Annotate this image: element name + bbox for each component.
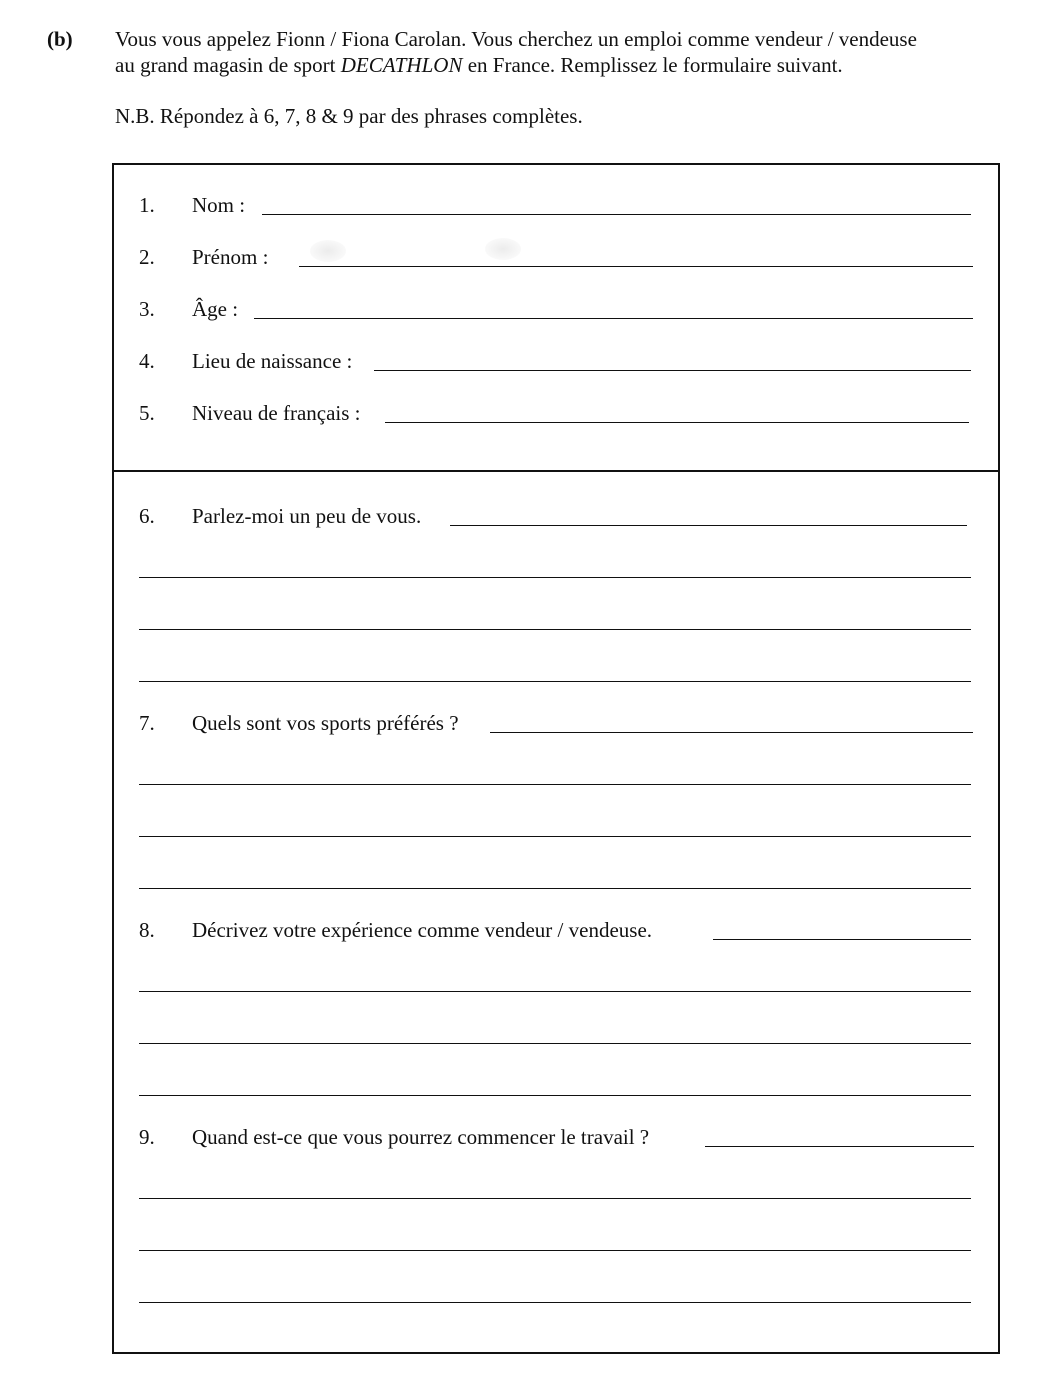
field-label-prenom: Prénom :	[192, 245, 269, 269]
answer-line-9-1[interactable]	[705, 1146, 974, 1147]
question-number-6: 6.	[139, 504, 155, 528]
question-number-8: 8.	[139, 918, 155, 942]
answer-line-6-3[interactable]	[139, 629, 971, 630]
field-label-age: Âge :	[192, 297, 239, 321]
answer-line-7-1[interactable]	[490, 732, 973, 733]
question-number-9: 9.	[139, 1125, 155, 1149]
answer-line-8-1[interactable]	[713, 939, 971, 940]
part-label: (b)	[47, 27, 73, 51]
form-section-divider	[112, 470, 1000, 472]
intro-line-2-post: en France. Remplissez le formulaire suivant.	[462, 53, 843, 77]
question-label-9: Quand est-ce que vous pourrez commencer le travail ?	[192, 1125, 650, 1149]
field-line-age[interactable]	[254, 318, 973, 319]
field-line-nom[interactable]	[262, 214, 971, 215]
answer-line-7-4[interactable]	[139, 888, 971, 889]
answer-line-6-4[interactable]	[139, 681, 971, 682]
intro-line-2	[115, 53, 843, 78]
field-number-prenom: 2.	[139, 245, 155, 269]
question-label-6: Parlez-moi un peu de vous.	[192, 504, 422, 528]
question-number-7: 7.	[139, 711, 155, 735]
brand-name: DECATHLON	[340, 53, 463, 77]
field-label-nom: Nom :	[192, 193, 246, 217]
answer-line-9-4[interactable]	[139, 1302, 971, 1303]
answer-line-8-4[interactable]	[139, 1095, 971, 1096]
field-number-niveau: 5.	[139, 401, 155, 425]
question-label-8: Décrivez votre expérience comme vendeur / vendeuse.	[192, 918, 653, 942]
answer-line-7-2[interactable]	[139, 784, 971, 785]
intro-line-1: Vous vous appelez Fionn / Fiona Carolan. Vous cherchez un emploi comme vendeur / vendeuse	[115, 27, 917, 51]
field-number-nom: 1.	[139, 193, 155, 217]
application-form	[112, 163, 1000, 1354]
answer-line-6-1[interactable]	[450, 525, 967, 526]
answer-line-8-3[interactable]	[139, 1043, 971, 1044]
intro-line-2-pre: au grand magasin de sport	[115, 53, 341, 77]
scan-mark	[310, 240, 346, 262]
field-number-lieu: 4.	[139, 349, 155, 373]
field-label-lieu: Lieu de naissance :	[192, 349, 353, 373]
answer-line-9-2[interactable]	[139, 1198, 971, 1199]
field-number-age: 3.	[139, 297, 155, 321]
answer-line-6-2[interactable]	[139, 577, 971, 578]
field-line-lieu[interactable]	[374, 370, 971, 371]
scan-mark	[485, 238, 521, 260]
answer-note: N.B. Répondez à 6, 7, 8 & 9 par des phrases complètes.	[115, 104, 583, 128]
answer-line-9-3[interactable]	[139, 1250, 971, 1251]
answer-line-7-3[interactable]	[139, 836, 971, 837]
answer-line-8-2[interactable]	[139, 991, 971, 992]
field-line-prenom[interactable]	[299, 266, 973, 267]
field-label-niveau: Niveau de français :	[192, 401, 361, 425]
question-label-7: Quels sont vos sports préférés ?	[192, 711, 459, 735]
field-line-niveau[interactable]	[385, 422, 969, 423]
